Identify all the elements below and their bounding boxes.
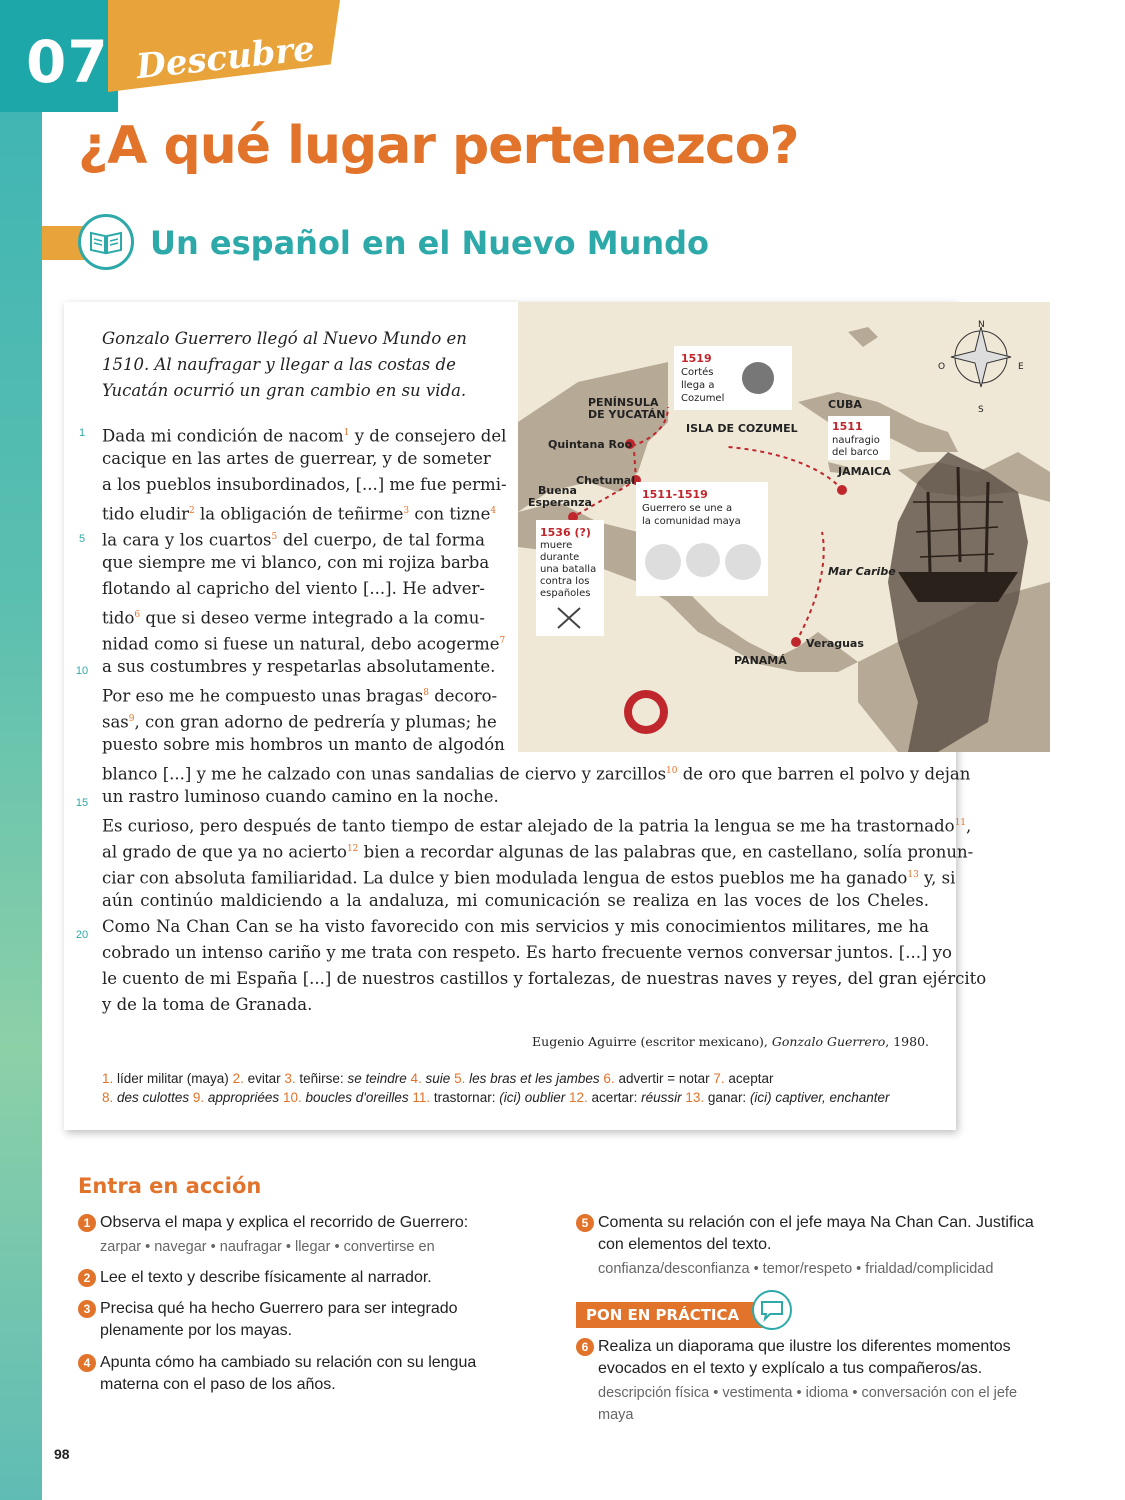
map-label-quintana-roo: Quintana Roo [548,438,633,451]
text-line: Por eso me he compuesto unas bragas$^8$ decoro- [102,686,498,706]
callout-1511-line2: del barco [832,447,879,458]
question-4: 4 Apunta cómo ha cambiado su relación con su lengua materna con el paso de los años. [78,1352,498,1396]
side-color-strip [0,0,42,1500]
question-5: 5 Comenta su relación con el jefe maya Na Chan Can. Justifica con elementos del texto. confianza/desconfianza • temor/respeto • frialdad/complicidad [576,1212,1036,1280]
map-label-panama: PANAMÁ [734,654,787,667]
open-book-icon [78,214,134,270]
text-line: cacique en las artes de guerrear, y de someter [102,449,491,468]
text-line: que siempre me vi blanco, con mi rojiza barba [102,553,490,572]
text-line: y de la toma de Granada. [102,995,313,1014]
question-2: 2 Lee el texto y describe físicamente al narrador. [78,1267,518,1289]
map-label-cuba: CUBA [828,398,862,411]
text-line: le cuento de mi España [...] de nuestros castillos y fortalezas, de nuestras naves y reyes, del gran ejército [102,969,987,988]
map-label-buena: Buena [538,484,577,497]
compass-n: N [978,320,985,330]
callout-1511-year: 1511 [832,420,863,433]
route-map [518,302,1050,752]
unit-number: 07 [26,28,109,96]
text-line: nidad como si fuese un natural, debo acogerme$^7$ [102,634,506,654]
callout-1511-line1: naufragio [832,435,880,446]
callout-1536-line1: muere [540,540,573,551]
portrait-cortes [742,362,774,394]
callout-1519-line2: llega a [681,380,715,391]
map-label-jamaica: JAMAICA [838,465,891,478]
intro-text: Gonzalo Guerrero llegó al Nuevo Mundo en 1510. Al naufragar y llegar a las costas de Yucatán ocurrió un gran cambio en su vida. [102,329,467,400]
text-line: puesto sobre mis hombros un manto de algodón [102,735,505,754]
source-citation: Eugenio Aguirre (escritor mexicano), Gonzalo Guerrero, 1980. [532,1034,929,1049]
text-line: ciar con absoluta familiaridad. La dulce y bien modulada lengua de estos pueblos me ha ganado$^{13}$ y, si [102,868,956,888]
line-number-10: 10 [75,665,89,677]
question-1: 1 Observa el mapa y explica el recorrido de Guerrero: zarpar • navegar • naufragar • llegar • convertirse en [78,1212,518,1258]
unit-banner-label: Descubre [134,28,317,88]
section-title: Un español en el Nuevo Mundo [150,224,710,262]
map-label-esperanza: Esperanza [528,496,592,509]
callout-1536-line4: contra los [540,576,590,587]
callout-1536-line3: una batalla [540,564,597,575]
callout-1511-1519-year: 1511-1519 [642,488,708,501]
line-number-20: 20 [75,929,89,941]
map-label-peninsula: PENÍNSULA [588,396,659,409]
compass-e: E [1018,362,1024,372]
question-3: 3 Precisa qué ha hecho Guerrero para ser integrado plenamente por los mayas. [78,1298,498,1342]
text-line: a sus costumbres y respetarlas absolutamente. [102,657,496,676]
compass-o: O [938,362,946,372]
text-line: a los pueblos insubordinados, [...] me fue permi- [102,475,507,494]
callout-1536-line5: españoles [540,588,591,599]
text-line: un rastro luminoso cuando camino en la noche. [102,787,499,806]
portrait-maya-3 [725,544,761,580]
compass-s: S [978,405,984,415]
text-line: Como Na Chan Can se ha visto favorecido con mis servicios y mis conocimientos militares, me ha [102,917,929,936]
text-line: la cara y los cuartos$^5$ del cuerpo, de tal forma [102,530,486,550]
text-line: Es curioso, pero después de tanto tiempo de estar alejado de la patria la lengua se me ha trastornado$^{11}$, [102,816,972,836]
glossary-line-2: 8. des culottes 9. appropriées 10. boucles d'oreilles 11. trastornar: (ici) oublier 12. acertar: réussir 13. ganar: (ici) captiver, enchanter [102,1090,890,1105]
text-line: tido$^6$ que si deseo verme integrado a la comu- [102,608,485,628]
text-line: flotando al capricho del viento [...]. He adver- [102,579,485,598]
callout-1536-line2: durante [540,552,580,563]
text-line: Dada mi condición de nacom$^1$ y de consejero del [102,426,507,446]
practice-banner: PON EN PRÁCTICA [576,1302,772,1328]
map-label-cozumel: ISLA DE COZUMEL [686,422,798,435]
callout-1536-year: 1536 (?) [540,526,591,539]
callout-1519-line3: Cozumel [681,393,725,404]
callout-1511-1519-line2: la comunidad maya [642,516,741,527]
page-number: 98 [54,1446,70,1462]
map-label-chetumal: Chetumal [576,474,636,487]
action-title: Entra en acción [78,1174,262,1198]
text-line: cobrado un intenso cariño y me trata con respeto. Es harto frecuente vernos conversar juntos. [...] yo [102,943,952,962]
line-number-5: 5 [78,533,86,545]
callout-1519-year: 1519 [681,352,712,365]
map-label-veraguas: Veraguas [806,637,864,650]
text-line: tido eludir$^2$ la obligación de teñirme$^3$ con tizne$^4$ [102,504,497,524]
text-line: al grado de que ya no acierto$^{12}$ bien a recordar algunas de las palabras que, en castellano, solía pronun- [102,842,974,862]
callout-1511-1519-line1: Guerrero se une a [642,503,733,514]
map-label-mar-caribe: Mar Caribe [828,565,896,578]
portrait-maya-1 [645,544,681,580]
text-line: blanco [...] y me he calzado con unas sandalias de ciervo y zarcillos$^{10}$ de oro que barren el polvo y dejan [102,764,971,784]
glossary-line-1: 1. líder militar (maya) 2. evitar 3. teñirse: se teindre 4. suie 5. les bras et les jambes 6. advertir = notar 7. aceptar [102,1071,774,1086]
map-label-yucatan: DE YUCATÁN [588,408,666,421]
page-title: ¿A qué lugar pertenezco? [78,116,799,176]
speech-bubble-icon [752,1290,792,1330]
question-6: 6 Realiza un diaporama que ilustre los diferentes momentos evocados en el texto y explícalo a tus compañeros/as. descripción física • vestimenta • idioma • conversación con el jefe maya [576,1336,1036,1426]
text-line: sas$^9$, con gran adorno de pedrería y plumas; he [102,712,497,732]
portrait-maya-2 [686,543,720,577]
text-line: aún continúo maldiciendo a la andaluza, mi comunicación se realiza en las voces de los Cheles. [102,891,929,910]
callout-1519-line1: Cortés [681,367,714,378]
line-number-15: 15 [75,797,89,809]
line-number-1: 1 [78,427,86,439]
